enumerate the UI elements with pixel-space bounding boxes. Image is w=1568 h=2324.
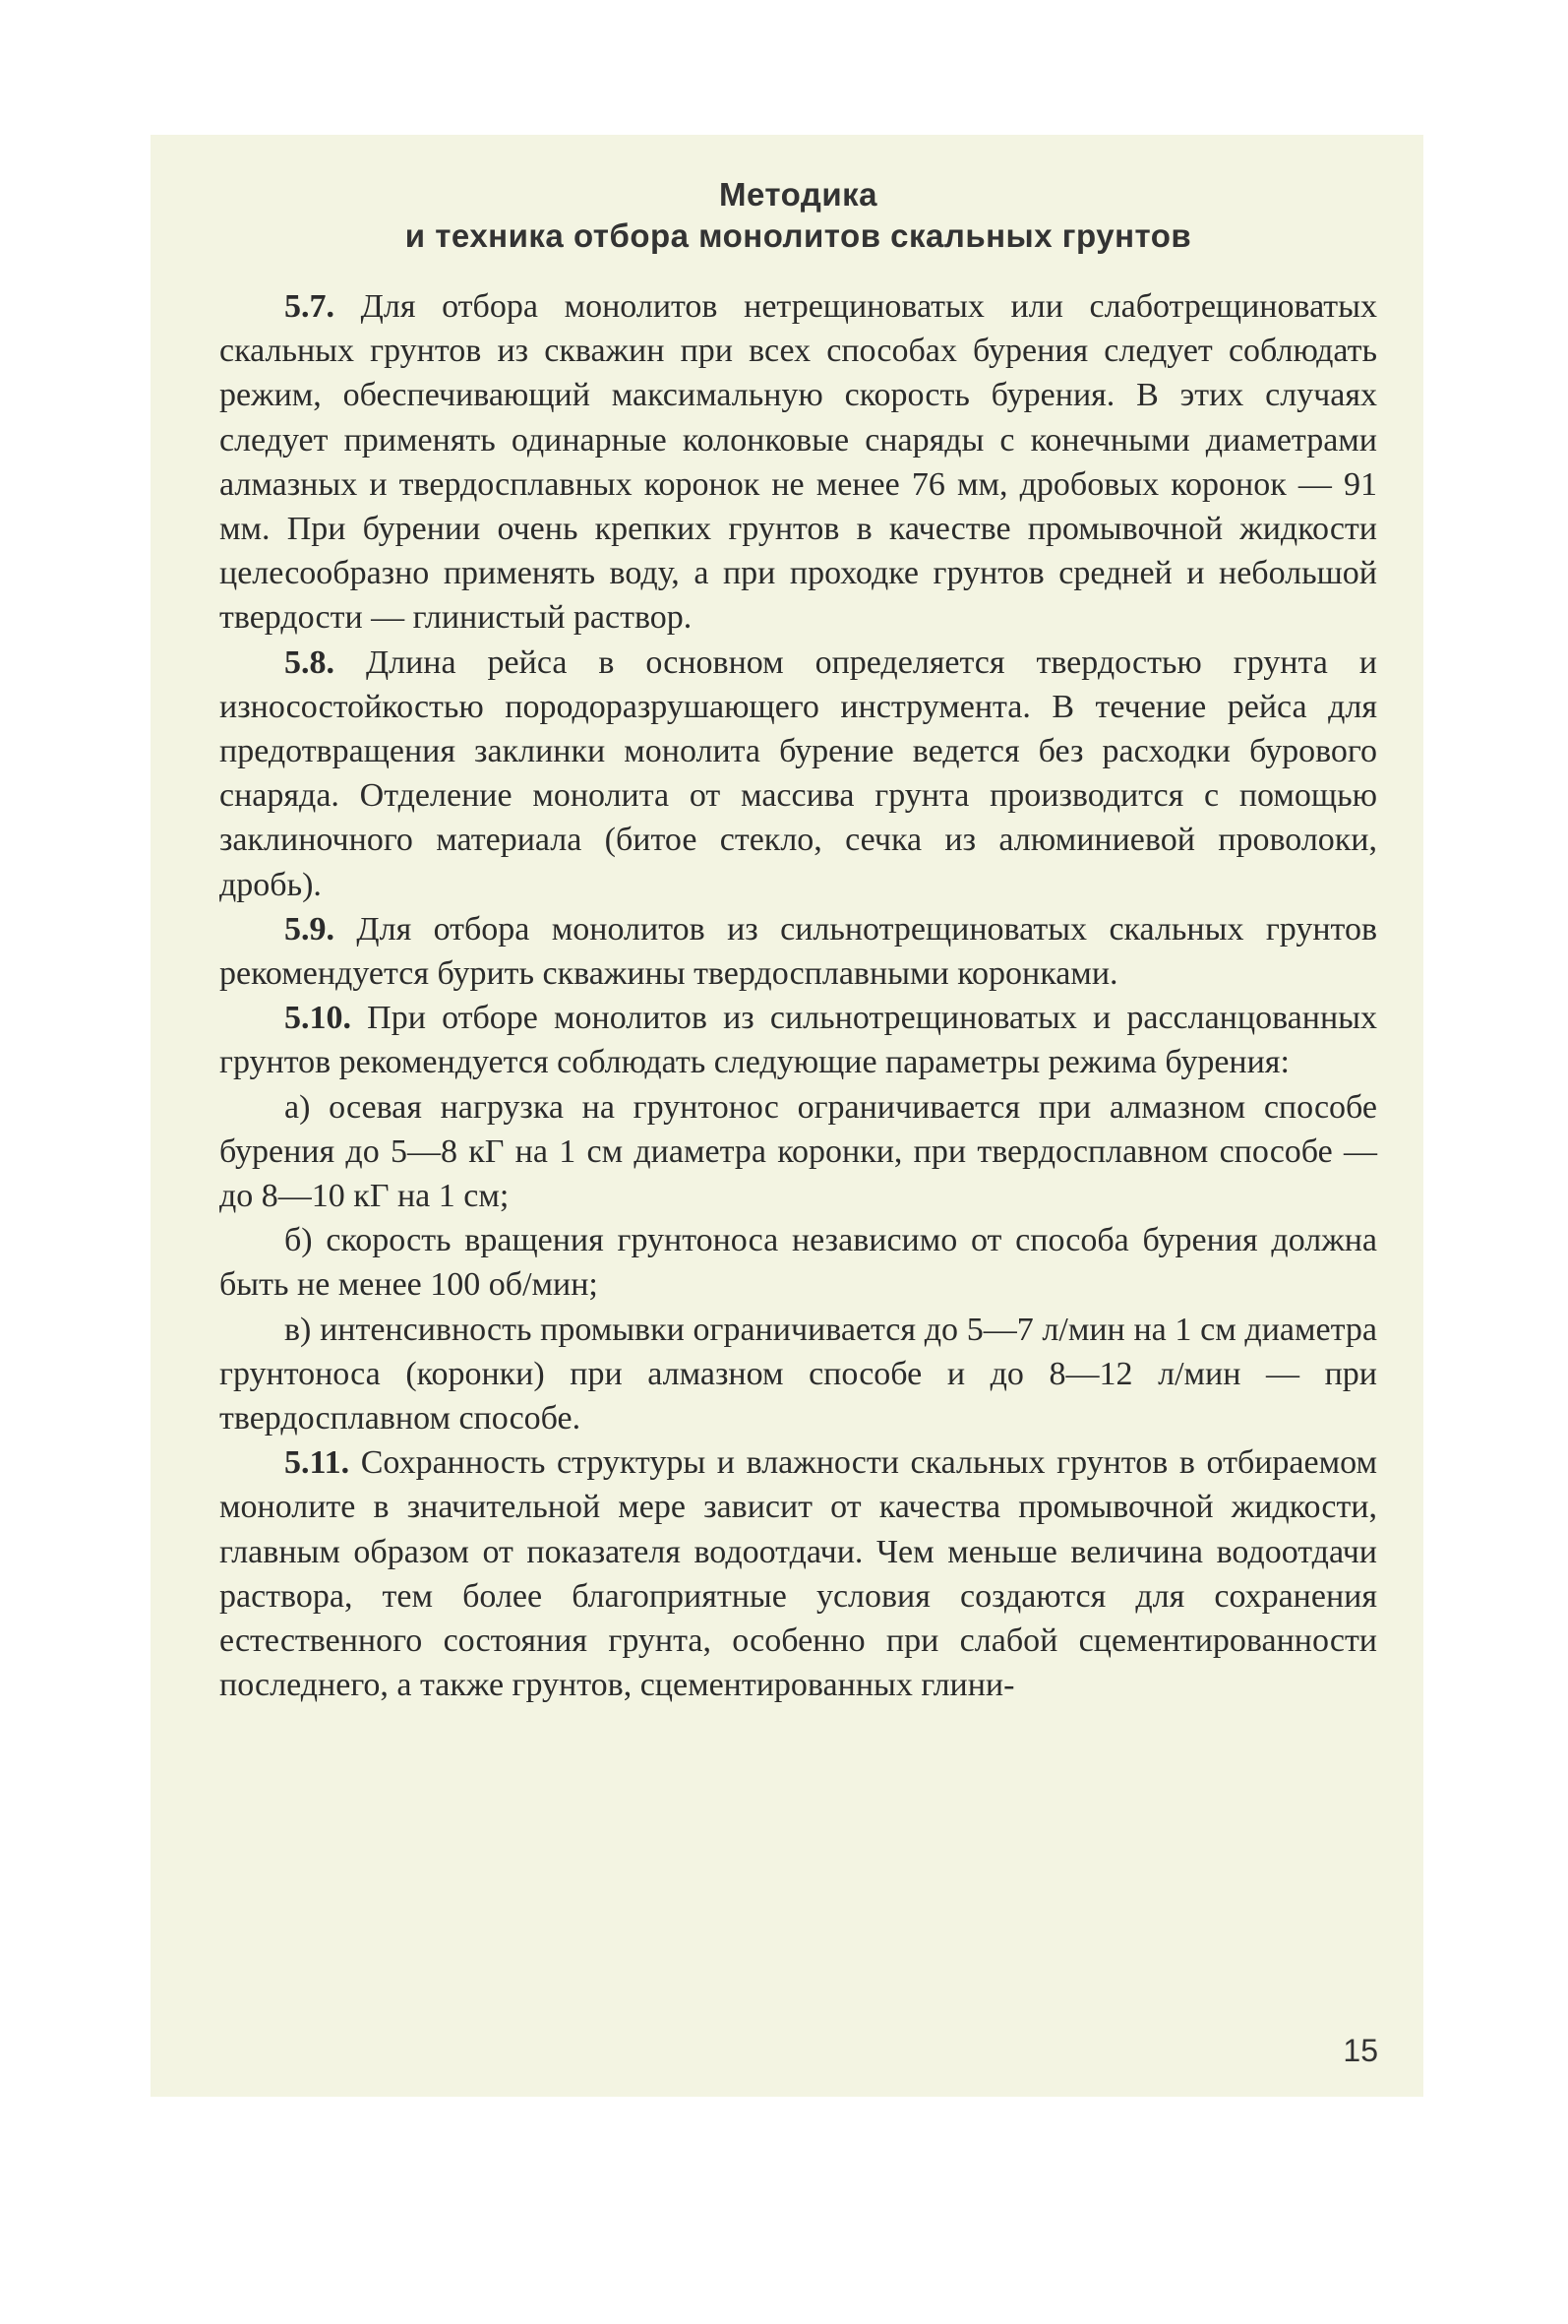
clause-number: 5.10.: [284, 1000, 351, 1037]
list-item-a: [219, 1085, 1377, 1219]
clause-number: 5.7.: [284, 288, 334, 325]
paragraph-text: Сохранность структуры и влажности скальных грунтов в отбираемом монолите в значительной мере зависит от качества промывочной жидкости, главным образом от показателя водоотдачи. Чем меньше величина водоотдачи раствора, тем более благоприятные условия создаются для сохранения естественного состояния грунта, особенно при слабой сцементированности последнего, а также грунтов, сцементированных глини-: [219, 1444, 1377, 1704]
book-page: [151, 135, 1423, 2097]
paragraph-text: Для отбора монолитов нетрещиноватых или слаботрещиноватых скальных грунтов из скважин при всех способах бурения следует соблюдать режим, обеспечивающий максимальную скорость бурения. В этих случаях следует применять одинарные колонковые снаряды с конечными диаметрами алмазных и твердосплавных коронок не менее 76 мм, дробовых коронок — 91 мм. При бурении очень крепких грунтов в качестве промывочной жидкости целесообразно применять воду, а при проходке грунтов средней и небольшой твердости — глинистый раствор.: [219, 288, 1378, 637]
paragraph-5-11: [219, 1440, 1377, 1707]
heading-line-1: Методика: [719, 176, 877, 213]
section-heading: [219, 174, 1377, 257]
list-item-v: [219, 1308, 1377, 1441]
clause-number: 5.11.: [284, 1444, 350, 1482]
paragraph-5-8: [219, 641, 1377, 907]
page-number: 15: [1343, 2033, 1378, 2068]
paragraph-text: Длина рейса в основном определяется твердостью грунта и износостойкостью породоразрушающего инструмента. В течение рейса для предотвращения заклинки монолита бурение ведется без расходки бурового снаряда. Отделение монолита от массива грунта производится с помощью заклиночного материала (битое стекло, сечка из алюминиевой проволоки, дробь).: [219, 643, 1377, 903]
clause-number: 5.9.: [284, 910, 334, 948]
paragraph-text: Для отбора монолитов из сильнотрещиноватых скальных грунтов рекомендуется бурить скважины твердосплавными коронками.: [219, 910, 1378, 993]
list-item-text: в) интенсивность промывки ограничивается до 5—7 л/мин на 1 см диаметра грунтоноса (коронки) при алмазном способе и до 8—12 л/мин — при твердосплавном способе.: [219, 1311, 1377, 1437]
paragraph-5-9: [219, 907, 1377, 996]
list-item-text: а) осевая нагрузка на грунтонос ограничивается при алмазном способе бурения до 5—8 кГ на 1 см диаметра коронки, при твердосплавном способе — до 8—10 кГ на 1 см;: [219, 1088, 1377, 1215]
page-content: [219, 174, 1377, 1708]
list-item-text: б) скорость вращения грунтоноса независимо от способа бурения должна быть не менее 100 об/мин;: [219, 1222, 1377, 1304]
paragraph-text: При отборе монолитов из сильнотрещиноватых и рассланцованных грунтов рекомендуется соблюдать следующие параметры режима бурения:: [219, 1000, 1378, 1081]
clause-number: 5.8.: [284, 643, 334, 681]
paragraph-5-10: [219, 996, 1377, 1084]
body-text: [219, 284, 1377, 1708]
paragraph-5-7: [219, 284, 1377, 641]
heading-line-2: и техника отбора монолитов скальных грунтов: [404, 217, 1192, 254]
list-item-b: [219, 1218, 1377, 1307]
